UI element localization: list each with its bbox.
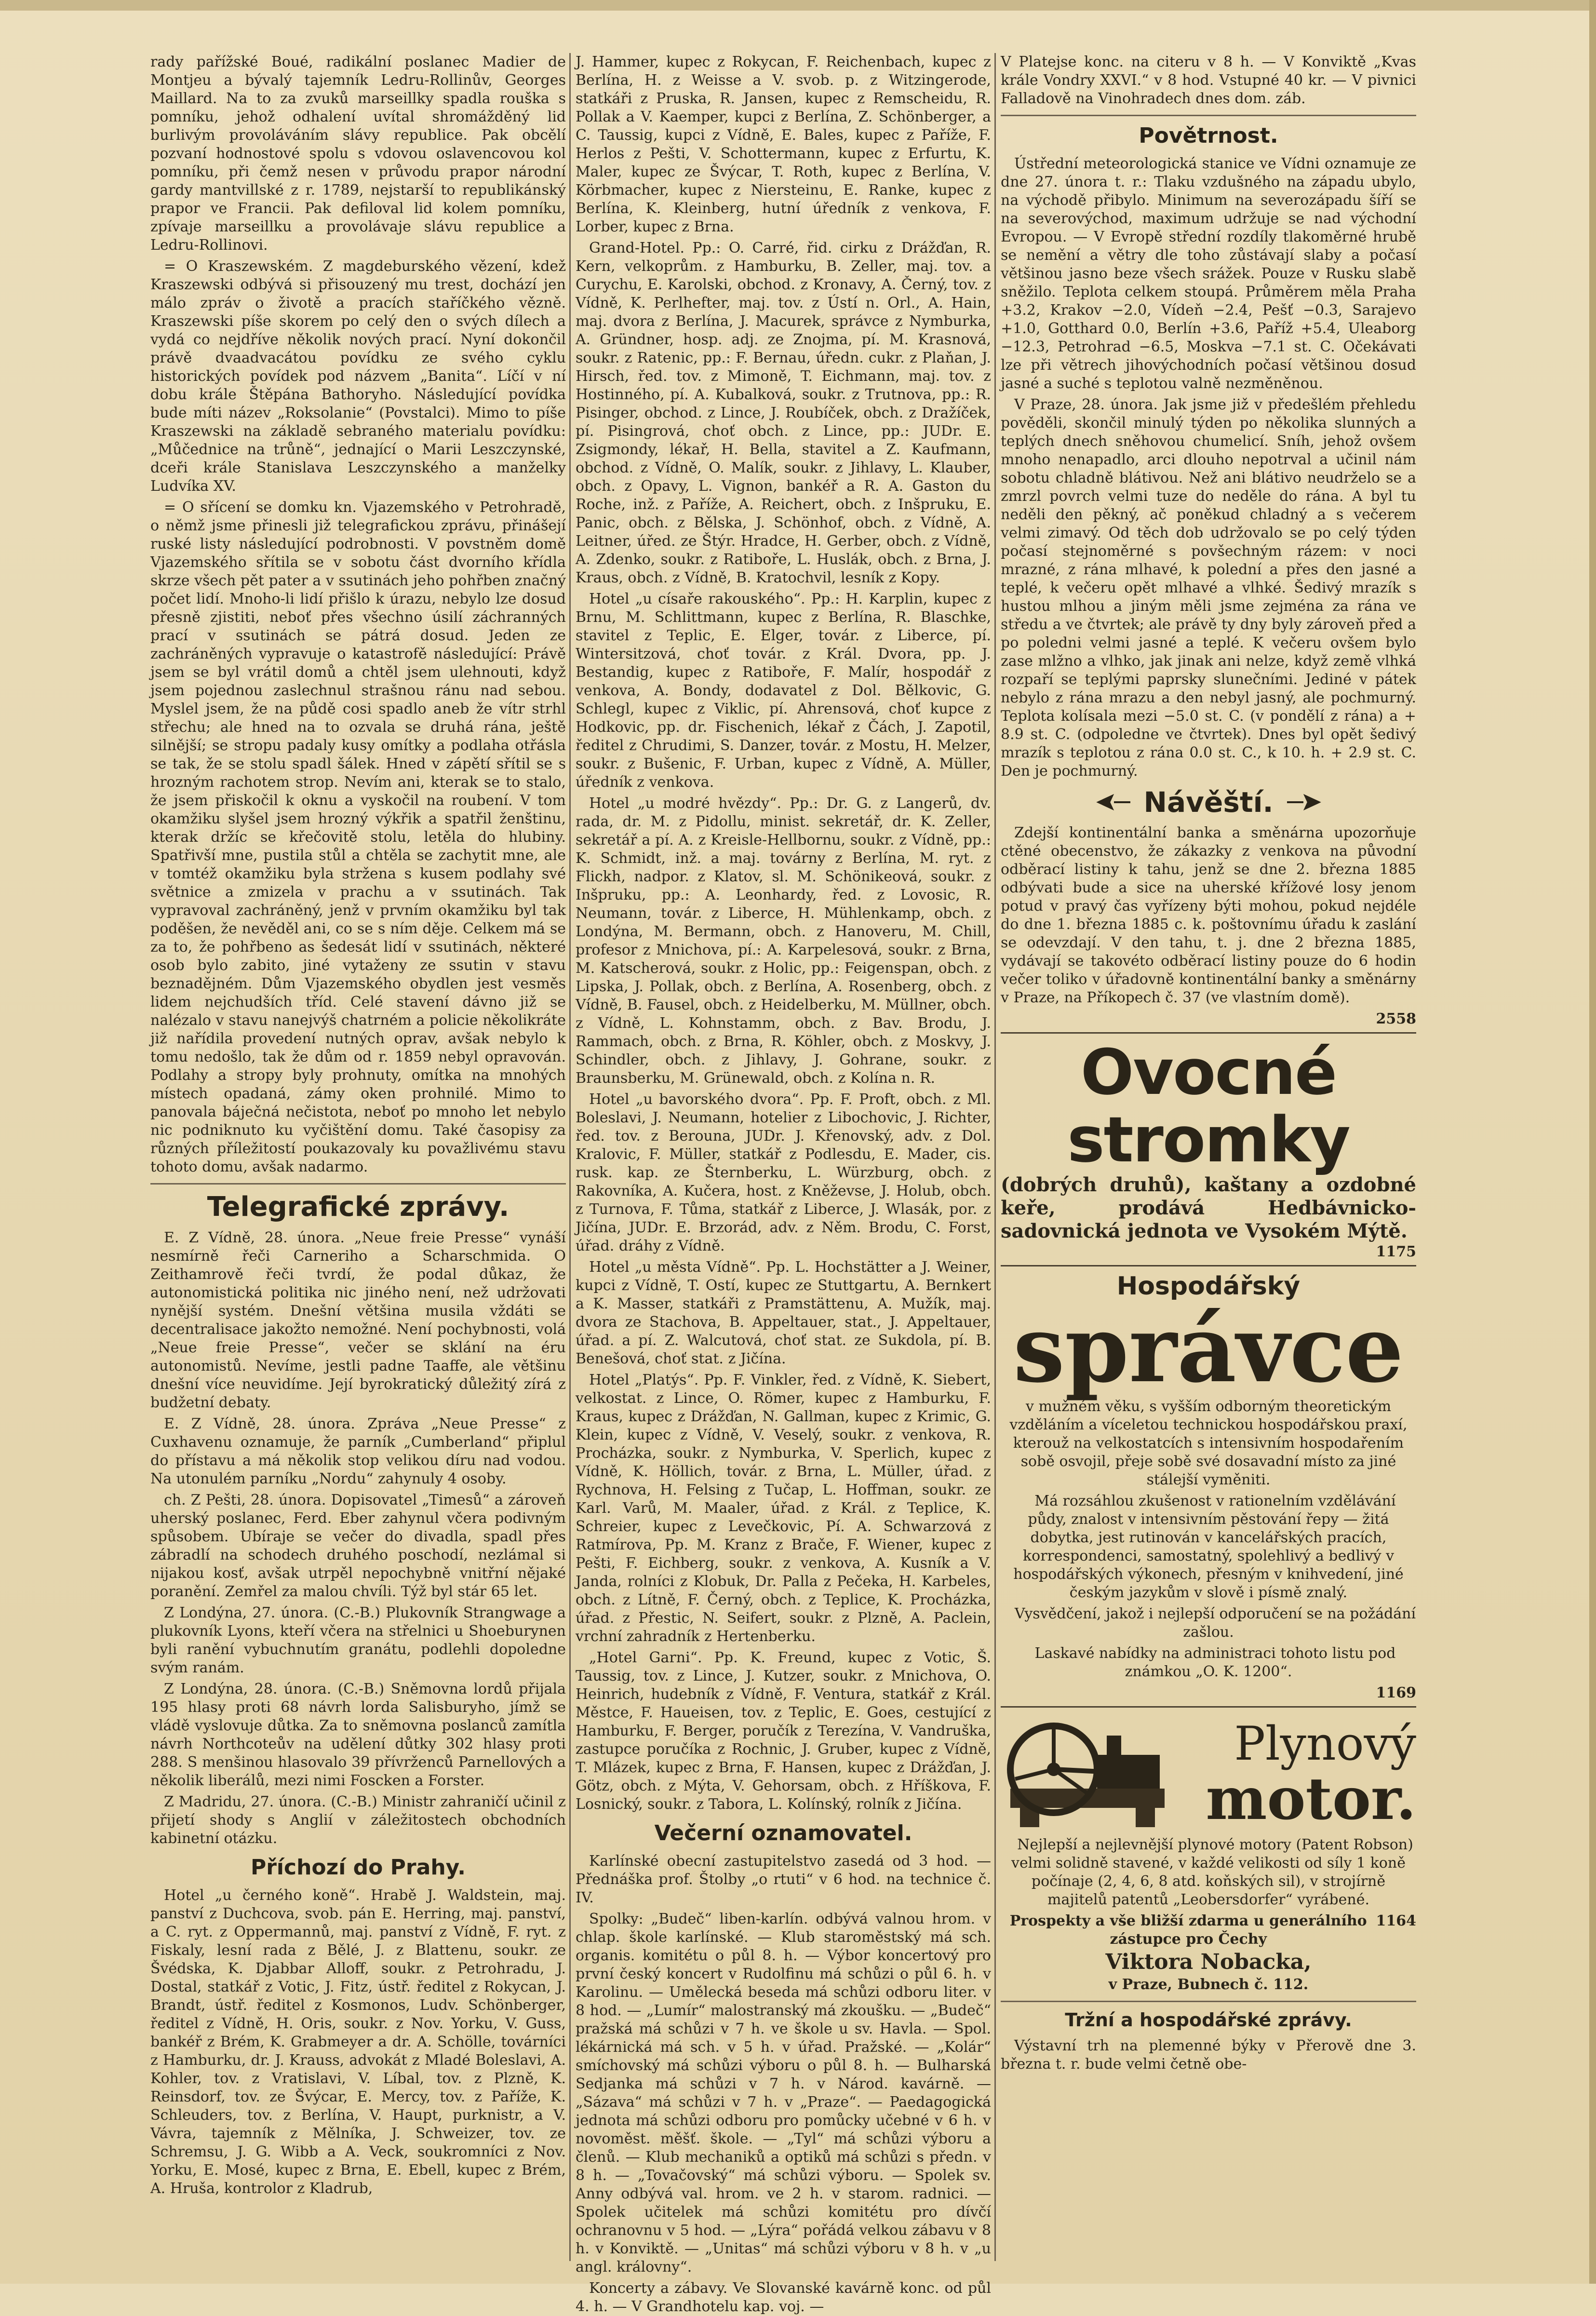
- ad-text: Má rozsáhlou zkušenost v rationelním vzdělávání půdy, znalost v intensivním pěstování řepy — žitá dobytka, jest rutinován v kancelářských pracích, korrespondenci, samostatný, spolehlivý a bedlivý v hospodářských výkonech, přesným v knihvedení, jiné českým jazykům v slově i písmě znalý.: [1013, 1493, 1404, 1601]
- arrivals-list: „Hotel Garni“. Pp. K. Freund, kupec z Votic, Š. Taussig, tov. z Lince, J. Kutzer, soukr. z Mnichova, O. Heinrich, hudebník z Vídně, F. Ventura, statkář z Král. Městce, F. Haueisen, tov. z Teplic, E. Goes, cestující z Hamburku, F. Berger, poručík z Terezína, V. Vandruška, zastupce poručíka z Rochnic, J. Gruber, kupec z Vídně, T. Mlázek, kupec z Brna, F. Hansen, kupec z Drážďan, J. Götz, obch. z Mýta, V. Gehorsam, obch. z Hříškova, F. Losnický, soukr. z Tabora, L. Kolínský, rolník z Jičína.: [576, 1649, 991, 1813]
- ad-text: Laskavé nabídky na administraci tohoto listu pod známkou „O. K. 1200“.: [1034, 1645, 1396, 1680]
- ad-plynovy-motor: [1001, 1706, 1416, 1994]
- telegram: Z Londýna, 27. února. (C.-B.) Plukovník Strangwage a plukovník Lyons, kteří včera na střelnici u Shoeburynen byli ranění vybuchnutím granátu, podlehli dopoledne svým ranám.: [150, 1604, 566, 1676]
- arrivals-list: Hotel „u černého koně“. Hrabě J. Waldstein, maj. panství z Duchcova, svob. pán E. Herring, maj. panství, a C. ryt. z Oppermannů, maj. panství z Vídně, F. ryt. z Fiskaly, lesní rada z Bělé, J. z Blattenu, soukr. ze Švédska, K. Djabbar Alloff, soukr. z Petrohradu, J. Dostal, statkář z Votic, J. Fitz, ústř. ředitel z Rokycan, J. Brandt, ústř. ředitel z Kosmonos, Ludv. Schönberger, ředitel z Vídně, H. Oris, soukr. z Nov. Yorku, V. Guss, bankéř z Brém, K. Grabmeyer a dr. A. Schölle, továrníci z Hamburku, dr. J. Krauss, advokát z Mladé Boleslavi, A. Kohler, tov. z Vratislavi, V. Líbal, tov. z Plzně, K. Reinsdorf, tov. ze Švýcar, E. Mercy, tov. z Paříže, K. Schleuders, tov. z Berlína, V. Haupt, purknistr, a V. Vávra, tajemník z Mělníka, J. Schweizer, tov. ze Schremsu, J. G. Wibb a A. Veck, soukromníci z Nov. Yorku, E. Mosé, kupec z Brna, E. Ebell, kupec z Brém, A. Hruša, kontrolor z Kladrub,: [150, 1887, 566, 2197]
- announcements-header: [1001, 785, 1416, 819]
- column-rule: [569, 53, 571, 2261]
- column-rule: [994, 53, 996, 2261]
- telegram: ch. Z Pešti, 28. února. Dopisovatel „Timesů“ a zároveň uherský poslanec, Ferd. Eber zahynul včera podivným spůsobem. Ubíraje se večer do divadla, spadl přes zábradlí na schodech druhého poschodí, nezlámal si nijakou kosť, avšak utrpěl nepochybně vnitřní nějaké poranění. Zemřel za malou chvíli. Týž byl stár 65 let.: [150, 1492, 566, 1600]
- motor-title-block: [1183, 1717, 1416, 1833]
- weather-report: V Praze, 28. února. Jak jsme již v předešlém přehledu pověděli, skončil minulý týden po několika slunných a teplých dnech sněhovou chumelicí. Sníh, jehož ovšem mnoho nenapadlo, arci dlouho nepotrval a učinil nám sobotu chladně blátivou. Než ani blátivo neudrželo se a zmrzl povrch velmi tuze do neděle do rána. A byl tu neděli den pěkný, ač poněkud chladný a s večerem velmi zimavý. Od těch dob udržovalo se po celý týden počasí stejnoměrné s povšechným rázem: v noci mrazné, z rána mlhavé, k polední a přes den jasné a teplé, k večeru opět mlhavé a vlhké. Šedivý mrazík s hustou mlhou a jiným měli jsme zejména za rána ve středu a ve čtvrtek; ale právě ty dny byly zároveň před a po poledni velmi jasné a teplé. K večeru ovšem bylo zase mlžno a vlhko, jak jinak ani nelze, když země vlhká rozpaří se teplými paprsky slunečními. Jediné v pátek nebylo z rána mrazu a den nebyl jasný, ale pochmurný. Teplota kolísala mezi −5.0 st. C. (v pondělí z rána) a + 8.9 st. C. (odpoledne ve čtvrtek). Dnes byl opět šedivý mrazík s teplotou z rána 0.0 st. C., k 10. h. + 2.9 st. C. Den je pochmurný.: [1001, 396, 1416, 780]
- ad-company: Viktora Nobacka,: [1105, 1950, 1312, 1974]
- page-right-edge: [1589, 0, 1596, 2284]
- ornament-icon: [1098, 794, 1131, 810]
- ad-title: Plynový: [1234, 1717, 1416, 1771]
- ad-title: Hospodářský: [1116, 1272, 1301, 1301]
- evening-notice: Spolky: „Budeč“ liben-karlín. odbývá valnou hrom. v chlap. škole karlínské. — Klub staroměstský má sch. organis. komitétu o půl 8. h. — Výbor koncertový pro první český koncert v Rudolfinu má schůzi o půl 6. h. v Karolinu. — Umělecká beseda má schůzi odboru liter. v 8 hod. — „Lumír“ malostranský má zkoušku. — „Budeč“ pražská má schůzi v 7 h. ve škole u sv. Havla. — Spol. lékárnická má sch. v 5 h. v úřad. Pražské. — „Kolár“ smíchovský má schůzi výboru o půl 8. h. — Bulharská Sedjanka má schůzi v 7 h. v Národ. kavárně. — „Sázava“ má schůzi v 7 h. v „Praze“. — Paedagogická jednota má schůzi odboru pro pomůcky učebné v 6 h. v novoměst. měšť. škole. — „Tyl“ má schůzi výboru a členů. — Klub mechaniků a optiků má schůzi s předn. v 8 h. — „Tovačovský“ má schůzi výboru. — Spolek sv. Anny odbývá val. hrom. ve 2 h. v starom. radnici. — Spolek učitelek má schůzi komitétu pro dívčí ochranovnu v 5 hod. — „Lýra“ pořádá velkou zábavu v 8 h. v Konviktě. — „Unitas“ má schůzi výboru v 8 h. v „u angl. královny“.: [576, 1911, 991, 2276]
- evening-notice: Karlínské obecní zastupitelstvo zasedá od 3 hod. — Přednáška prof. Štolby „o rtuti“ v 6 hod. na technice č. IV.: [576, 1853, 991, 1906]
- announcements-title: Návěští.: [1143, 786, 1274, 819]
- section-divider: [1001, 115, 1416, 116]
- telegram: E. Z Vídně, 28. února. „Neue freie Presse“ vynáší nesmírně řeči Carneriho a Scharschmida. O Zeithamrově řeči tvrdí, že podal důkaz, že autonomistická politika nic jiného není, než udržovati nynější systém. Dnešní většina musila vždáti se decentralisace jakožto nemožné. Není pochybnosti, volá „Neue freie Presse“, večer se sklání na éru autonomistů. Nevíme, jestli padne Taaffe, ale většinu dnešní více neuvidíme. Její byrokratický důležitý zírá z budžetní debaty.: [150, 1229, 566, 1411]
- ad-text: Nejlepší a nejlevnější plynové motory (Patent Robson) velmi solidně stavené, v každé velikosti od síly 1 koně počínaje (2, 4, 6, 8 atd. koňských sil), v strojírně majitelů patentů „Leobersdorfer“ vyrábené.: [1011, 1836, 1413, 1908]
- section-divider: [1001, 2001, 1416, 2002]
- ad-title: motor.: [1206, 1765, 1416, 1833]
- article-paragraph: rady pařížské Boué, radikální poslanec Madier de Montjeu a bývalý tajemník Ledru-Rollinův, Georges Maillard. Na to za zvuků marseillky spadla rouška s pomníku, jehož odhalení uvítal shromážděný lid burlivým provoláváním slávy republice. Pak obcělí pozvaní hodnostové spolu s vdovou oslavencovou kol pomníku, při čemž nesen v průvodu prapor národní gardy mantvillské z r. 1789, nejstarší to republikánský prapor ve Francii. Pak defiloval lid kolem pomníku, zpívaje marseillku a provolávaje slávu republice a Ledru-Rollinovi.: [150, 54, 566, 254]
- column-2: [576, 53, 991, 2315]
- telegram: Z Madridu, 27. února. (C.-B.) Ministr zahraničí učinil z přijetí shody s Anglií v záležitostech obchodních kabinetní otázku.: [150, 1793, 566, 1847]
- arrivals-list: J. Hammer, kupec z Rokycan, F. Reichenbach, kupec z Berlína, H. z Weisse a V. svob. p. z Witzingerode, statkáři z Pruska, R. Jansen, kupec z Remscheidu, R. Pollak a V. Kaemper, kupci z Berlína, Z. Schönberger, a C. Taussig, kupci z Vídně, E. Bales, kupec z Paříže, F. Herlos z Pešti, V. Schottermann, kupec z Erfurtu, K. Maler, kupec ze Švýcar, T. Roth, kupec z Berlína, V. Körbmacher, kupec z Niersteinu, E. Ranke, kupec z Berlína, K. Kleinberg, hutní úředník z venkova, F. Lorber, kupec z Brna.: [576, 54, 991, 235]
- article-vjazemsky: = O sřícení se domku kn. Vjazemského v Petrohradě, o němž jsme přinesli již telegrafickou zprávu, přinášejí ruské listy následující podrobnosti. V povstněm domě Vjazemského sřítila se v sobotu část dvorního křídla skrze všech pět pater a v ssutinách jeho pohřben značný počet lidí. Mnoho-li lidí přišlo k úrazu, nebylo lze dosud přesně zjistiti, neboť přes všechno úsilí záchranných prací v ssutinách se pátrá dosud. Jeden ze zachráněných vypravuje o katastrofě následující: Právě jsem se byl vrátil domů a chtěl jsem ulehnouti, když jsem pojednou zaslechnul strašnou ránu nad sebou. Myslel jsem, že na půdě cosi spadlo aneb že vítr strhl střechu; ale hned na to ozvala se druhá rána, ještě silnější; se stropu padaly kusy omítky a podlaha otřásla se tak, že se stolu spadl šálek. Hned v zápětí sřítil se s hrozným rachotem strop. Nevím ani, kterak se to stalo, že jsem přiskočil k oknu a vyskočil na roubení. V tom okamžiku slyšel jsem hrozný výkřik a spatřil ženštinu, kterak držíc se křečovitě stolu, letěla do hlubiny. Spatřivší mne, pustila stůl a chtěla se zachytit mne, ale v tomtéž okamžiku byla stržena s kusem podlahy své světnice a zmizela v prachu a v ssutinách. Tak vypravoval zachráněný, jenž v prvním okamžiku byl tak poděšen, že nevěděl ani, co se s ním děje. Celkem má se za to, že pohřbeno as šedesát lidí v ssutinách, některé osob bylo zabito, jiné vytaženy ze ssutin v stavu beznadějném. Dům Vjazemského obydlen jest vesměs lidem nejchudších tříd. Celé stavení dávno již se nalézalo v stavu nanejvýš chatrném a policie několikráte již nařídila provedení nutných oprav, avšak nebylo k tomu nedošlo, tak že dům od r. 1859 nebyl opravován. Podlahy a stropy byly prohnuty, omítka na mnohých místech opadaná, zámy oken prohnilé. Mimo to panovala báječná nečistota, neboť po mnoho let nebylo nic podniknuto ku vyčištění domu. Také časopisy za různých příležitostí poukazovaly ku považlivému stavu tohoto domu, avšak nadarmo.: [150, 499, 566, 1175]
- arrivals-list: Hotel „u města Vídně“. Pp. L. Hochstätter a J. Weiner, kupci z Vídně, T. Ostí, kupec ze Stuttgartu, A. Bernkert a K. Masser, statkáři z Pramstättenu, A. Mužík, maj. dvora ze Stachova, B. Appeltauer, stat., J. Appeltauer, úřad. a pí. Z. Walcutová, choť stat. ze Sukdola, pí. B. Benešová, choť stat. z Jičína.: [576, 1259, 991, 1367]
- section-title-telegraf: Telegrafické zprávy.: [207, 1191, 510, 1223]
- ad-number: 1164: [1376, 1912, 1416, 1929]
- ad-ovocne-stromky: [1001, 1032, 1416, 1261]
- ad-text: Vysvědčení, jakož i nejlepší odporučení se na požádání zašlou.: [1014, 1605, 1416, 1641]
- ad-address: v Praze, Bubnech č. 112.: [1108, 1976, 1309, 1993]
- ad-text: Prospekty a vše bližší zdarma u generálního zástupce pro Čechy: [1009, 1912, 1367, 1948]
- weather-report: Ústřední meteorologická stanice ve Vídni oznamuje ze dne 27. února t. r.: Tlaku vzdušného na západu ubylo, na východě přibylo. Minimum na severozápadu šíří se na severovýchod, maximum udržuje se nad východní Evropou. — V Evropě střední rozdíly tlakoměrné hrubě se nemění a větry dle toho zůstávají slaby a počasí většinou jasno beze všech srážek. Pouze v Rusku slabě sněžilo. Teplota celkem stoupá. Průměrem měla Praha +3.2, Krakov −2.0, Vídeň −2.4, Pešť −0.3, Sarajevo +1.0, Gotthard 0.0, Berlín +3.6, Paříž +5.4, Uleaborg −12.3, Petrohrad −6.5, Moskva −7.1 st. C. Očekávati lze při větrech jihovýchodních počasí většinou dosud jasné a suché s teplotou valně nezměněnou.: [1001, 155, 1416, 392]
- ad-row: [1001, 1912, 1416, 1949]
- ad-number: 1175: [1376, 1243, 1416, 1260]
- ad-spravce: [1001, 1265, 1416, 1702]
- ad-title: Ovocné stromky: [1067, 1036, 1350, 1176]
- arrivals-list: Grand-Hotel. Pp.: O. Carré, řid. cirku z Drážďan, R. Kern, velkoprům. z Hamburku, B. Zeller, maj. tov. a Curychu, E. Karolski, obchod. z Kronavy, A. Černý, tov. z Vídně, K. Perlhefter, maj. tov. z Ústí n. Orl., A. Hain, maj. dvora z Berlína, J. Macurek, správce z Nymburka, A. Gründner, hosp. adj. ze Znojma, pí. M. Krasnová, soukr. z Ratenic, pp.: F. Bernau, úředn. cukr. z Plaňan, J. Hirsch, řed. tov. z Mimoně, T. Eichmann, maj. tov. z Hostinného, pí. A. Kubalková, soukr. z Trutnova, pp.: R. Pisinger, obchod. z Lince, J. Roubíček, obch. z Dražíček, pí. Pisingrová, choť obch. z Lince, pp.: JUDr. E. Zsigmondy, lékař, H. Bella, stavitel a Z. Kaufmann, obchod. z Vídně, O. Malík, soukr. z Jihlavy, L. Klauber, obch. z Opavy, L. Vignon, bankéř a R. A. Gaston du Roche, inž. z Paříže, A. Reichert, obch. z Inšpruku, E. Panic, obch. z Bělska, J. Schönhof, obch. z Vídně, A. Leitner, úřed. ze Štýr. Hradce, H. Gerber, obch. z Vídně, A. Zdenko, soukr. z Ratiboře, L. Huslák, obch. z Brna, J. Kraus, obch. z Vídně, B. Kratochvil, lesník z Kopy.: [576, 240, 991, 586]
- section-title-povetrnost: Povětrnost.: [1139, 123, 1278, 148]
- ad-title: správce: [1013, 1295, 1404, 1403]
- ad-text: v mužném věku, s vyšším odborným theoretickým vzděláním a víceletou technickou hospodářskou praxí, kterouž na velkostatcích s intensivním hospodařením sobě osvojil, přeje sobě své dosavadní místo za jiné stálejší vyměniti.: [1009, 1398, 1408, 1488]
- arrivals-list: Hotel „Platýs“. Pp. F. Vinkler, řed. z Vídně, K. Siebert, velkostat. z Lince, O. Römer, kupec z Hamburku, F. Kraus, kupec z Drážďan, N. Gallman, kupec z Krimic, G. Klein, kupec z Vídně, V. Veselý, soukr. z venkova, R. Procházka, soukr. z Nymburka, V. Sperlich, kupec z Vídně, K. Höllich, továr. z Brna, L. Müller, úřad. z Rychnova, H. Felsing z Tučap, L. Hoffman, soukr. ze Karl. Varů, M. Maaler, úřad. z Král. z Teplice, K. Schreier, kupec z Levečkovic, Pí. A. Schwarzová z Ratmírova, Pp. M. Kranz z Brače, F. Wiener, kupec z Pešti, F. Eichberg, soukr. z venkova, A. Kusník a V. Janda, rolníci z Klobuk, Dr. Palla z Pečeka, H. Karbeles, obch. z Lítně, F. Černý, obch. z Teplice, K. Procházka, úřad. z Přestic, N. Seifert, soukr. z Plzně, A. Paclein, vrchní zahradník z Hertenberku.: [576, 1372, 991, 1645]
- evening-notice: Koncerty a zábavy. Ve Slovanské kavárně konc. od půl 4. h. — V Grandhotelu kap. voj. —: [576, 2280, 991, 2315]
- telegram: E. Z Vídně, 28. února. Zpráva „Neue Presse“ z Cuxhavenu oznamuje, že parník „Cumberland“ připlul do přístavu a má několik stop velikou díru nad vodou. Na utonulém parníku „Nordu“ zahynuly 4 osoby.: [150, 1415, 566, 1487]
- telegram: Z Londýna, 28. února. (C.-B.) Sněmovna lordů přijala 195 hlasy proti 68 návrh lorda Salisburyho, jímž se vládě vyslovuje důtka. Za to sněmovna poslanců zamítla návrh Northcoteův na udělení důtky 302 hlasy proti 288. S menšinou hlasovalo 39 přívrženců Parnellových a několik liberálů, mezi nimi Foscken a Forster.: [150, 1681, 566, 1789]
- ornament-icon: [1286, 794, 1320, 810]
- section-title-prichozi: Příchozí do Prahy.: [250, 1855, 466, 1880]
- section-title-vecerni: Večerní oznamovatel.: [654, 1821, 912, 1845]
- bank-notice: Zdejší kontinentální banka a směnárna upozorňuje ctěné obecenstvo, že zákazky z venkova na původní odběrací listiny k tahu, jenž se dne 2. března 1885 odbývati bude a sice na uherské křížové losy jenom potud v pravý čas vyřízeny býti mohou, pokud nejdéle do dne 1. března 1885 c. k. poštovnímu úřadu k zaslání se odevzdají. V den tahu, t. j. dne 2 března 1885, vydávají se takovéto odběrací listiny pouze do 6 hodin večer toliko v úřadovně kontinentální banky a směnárny v Praze, na Příkopech č. 37 (ve vlastním domě).: [1001, 824, 1416, 1006]
- section-title-trzni: Tržní a hospodářské zprávy.: [1065, 2009, 1352, 2031]
- gas-engine-icon: [1001, 1716, 1174, 1832]
- column-1: [150, 53, 566, 2271]
- arrivals-list: Hotel „u bavorského dvora“. Pp. F. Proft, obch. z Ml. Boleslavi, J. Neumann, hotelier z Libochovic, J. Richter, řed. tov. z Berouna, JUDr. J. Křenovský, adv. z Dol. Kralovic, F. Müller, statkář z Podlesdu, E. Mader, cis. rusk. kap. ze Šternberku, L. Würzburg, obch. z Rakovníka, A. Kučera, host. z Kněževse, J. Holub, obch. z Turnova, F. Tůma, statkář z Liberce, J. Wlasák, por. z Jičína, JUDr. E. Brzorád, adv. z Něm. Brodu, C. Forst, úřad. dráhy z Vídně.: [576, 1091, 991, 1254]
- article-kraszewski: = O Kraszewském. Z magdeburského vězení, kdež Kraszewski odbývá si přisouzený mu trest, dochází jen málo zpráv o životě a pracích staříčkého vězně. Kraszewski píše skorem po celý den o svých dílech a vydá co nejdříve několik nových prací. Nyní dokončil právě dvaadvacátou povídku ze svého cyklu historických povídek pod názvem „Banita“. Líčí v ní dobu krále Štěpána Bathoryho. Následující povídka bude míti název „Roksolanie“ (Povstalci). Mimo to píše Kraszewski na základě sebraného materialu povídku: „Můčednice na trůně“, jednající o Marii Leszczynské, dceři krále Stanislava Leszczynského a manželky Ludvíka XV.: [150, 258, 566, 495]
- section-divider: [150, 1183, 566, 1185]
- arrivals-list: Hotel „u modré hvězdy“. Pp.: Dr. G. z Langerů, dv. rada, dr. M. z Pidollu, minist. sekretář, dr. K. Zeller, sekretář a pí. A. z Kreisle-Hellbornu, soukr. z Vídně, pp.: K. Schmidt, inž. a maj. továrny z Berlína, M. ryt. z Flickh, nadpor. z Klatov, sl. M. Schönikeová, soukr. z Inšpruku, pp.: A. Leonhardy, řed. z Lovosic, R. Neumann, továr. z Liberce, H. Mühlenkamp, obch. z Londýna, M. Bermann, obch. z Hanoveru, M. Chill, profesor z Mnichova, pí.: A. Karpelesová, soukr. z Brna, M. Katscherová, soukr. z Holic, pp.: Feigenspan, obch. z Lipska, J. Pollak, obch. z Berlína, A. Rosenberg, obch. z Vídně, B. Fausel, obch. z Heidelberku, M. Müllner, obch. z Vídně, L. Kohnstamm, obch. z Bav. Brodu, J. Rammach, obch. z Brna, R. Köhler, obch. z Moskvy, J. Schindler, obch. z Jihlavy, J. Gohrane, soukr. z Braunsberku, M. Grünewald, obch. z Kolína n. R.: [576, 795, 991, 1087]
- market-report: Výstavní trh na plemenné býky v Přerově dne 3. března t. r. bude velmi četně obe-: [1001, 2037, 1416, 2073]
- arrivals-list: Hotel „u císaře rakouského“. Pp.: H. Karplin, kupec z Brnu, M. Schlittmann, kupec z Berlína, R. Blaschke, stavitel z Teplic, E. Elger, továr. z Liberce, pí. Wintersitzová, choť továr. z Král. Dvora, pp. J. Bestandig, kupec z Ratiboře, F. Malír, hospodář z venkova, A. Bondy, dodavatel z Dol. Bělkovic, G. Schlegl, kupec z Viklic, pí. Ahrensová, choť kupce z Hodkovic, pp. dr. Fischenich, lékař z Čách, J. Zapotil, ředitel z Chrudimi, S. Danzer, továr. z Mostu, H. Melzer, soukr. z Bušenic, F. Urban, kupec z Vídně, A. Müller, úředník z venkova.: [576, 591, 991, 791]
- motor-header: [1001, 1716, 1416, 1832]
- ad-number: 2558: [1376, 1010, 1416, 1027]
- ad-number: 1169: [1376, 1684, 1416, 1701]
- page-top-edge: [0, 0, 1596, 11]
- evening-notice: V Platejse konc. na citeru v 8 h. — V Konviktě „Kvas krále Vondry XXVI.“ v 8 hod. Vstupné 40 kr. — V pivnici Falladově na Vinohradech dnes dom. záb.: [1001, 54, 1416, 107]
- ad-text: (dobrých druhů), kaštany a ozdobné keře, prodává Hedbávnicko-sadovnická jednota ve Vysokém Mýtě.: [1001, 1173, 1416, 1242]
- column-3: [1001, 53, 1416, 2271]
